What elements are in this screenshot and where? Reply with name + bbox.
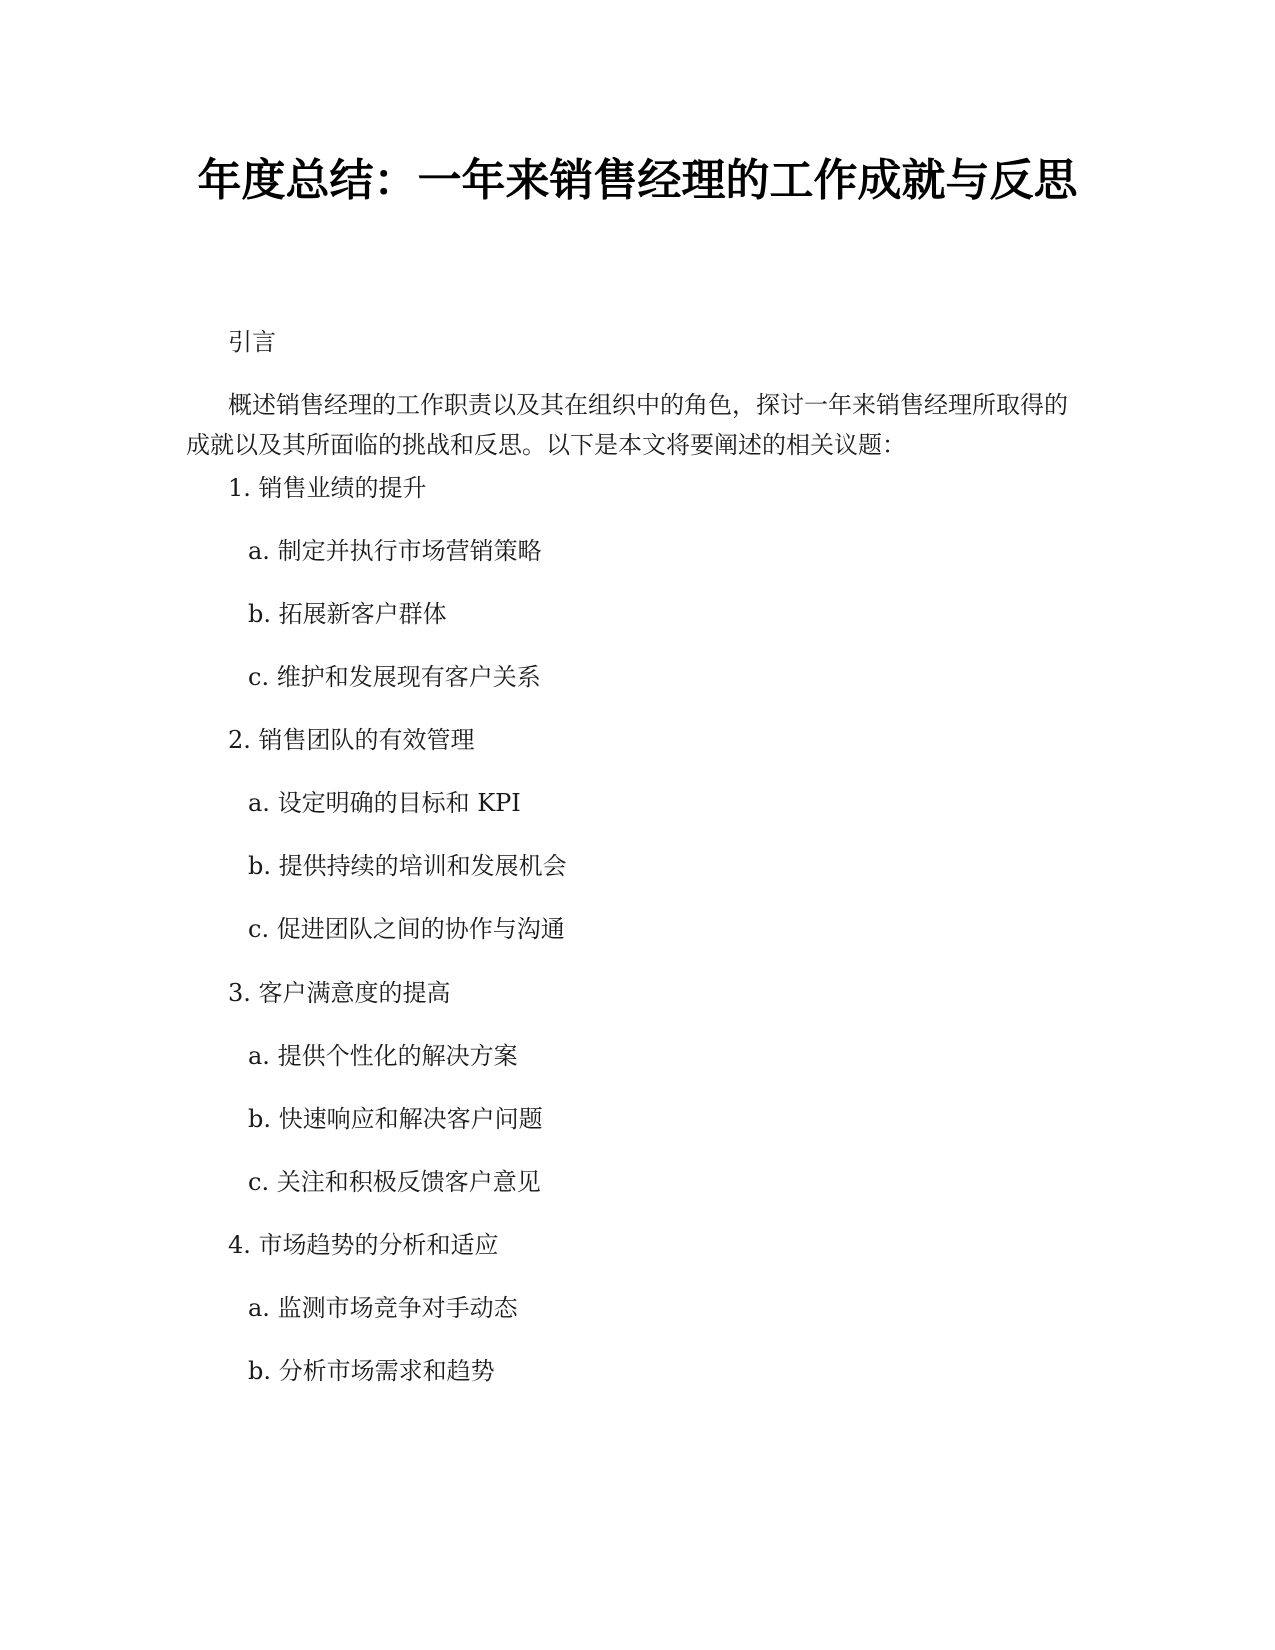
page-title: 年度总结：一年来销售经理的工作成就与反思 [197,155,1078,206]
list-item: b. 分析市场需求和趋势 [248,1357,495,1385]
list-item: c. 促进团队之间的协作与沟通 [248,915,565,943]
list-item: b. 提供持续的培训和发展机会 [248,852,567,880]
intro-paragraph: 概述销售经理的工作职责以及其在组织中的角色，探讨一年来销售经理所取得的成就以及其所面临的挑战和反思。以下是本文将要阐述的相关议题： [186,391,1068,459]
section-heading: 2. 销售团队的有效管理 [228,726,475,754]
section-heading: 3. 客户满意度的提高 [228,979,451,1007]
list-item: a. 设定明确的目标和 KPI [248,789,521,817]
list-item: c. 关注和积极反馈客户意见 [248,1168,541,1196]
section-heading: 1. 销售业绩的提升 [228,474,427,502]
intro-heading: 引言 [228,328,276,356]
list-item: a. 监测市场竞争对手动态 [248,1294,518,1322]
section-heading: 4. 市场趋势的分析和适应 [228,1231,499,1259]
list-item: a. 提供个性化的解决方案 [248,1042,518,1070]
list-item: c. 维护和发展现有客户关系 [248,663,541,691]
list-item: b. 拓展新客户群体 [248,600,447,628]
list-item: a. 制定并执行市场营销策略 [248,537,542,565]
list-item: b. 快速响应和解决客户问题 [248,1105,543,1133]
